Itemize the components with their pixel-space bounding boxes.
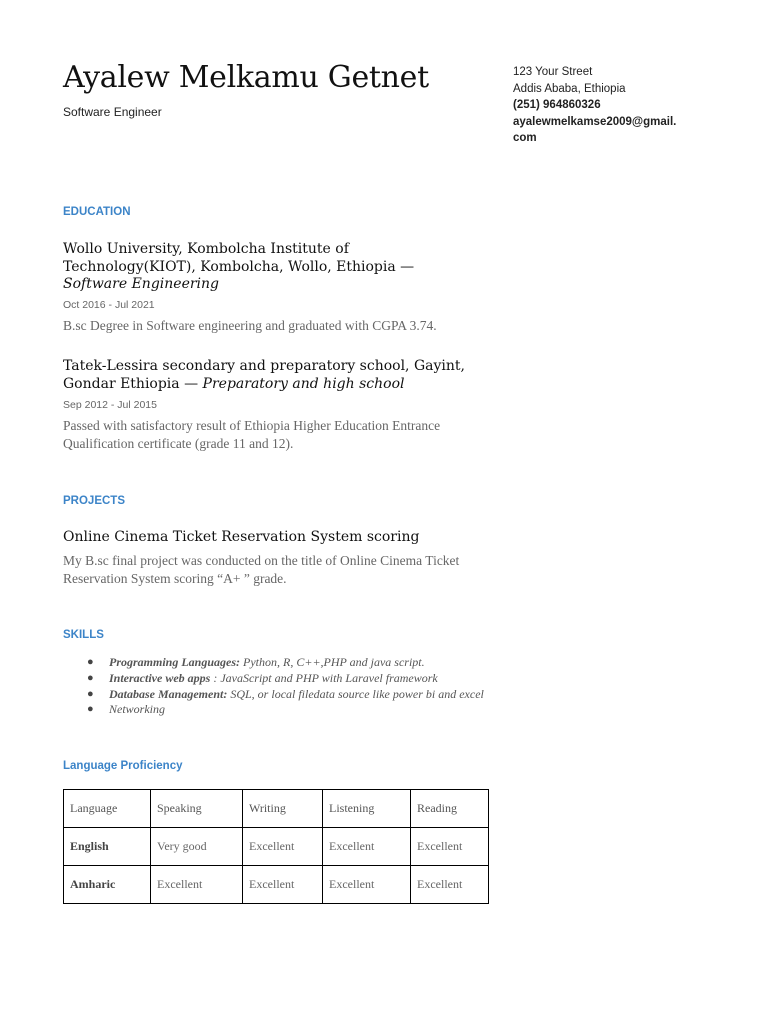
skill-label: Database Management:	[109, 686, 228, 701]
title-separator: —	[395, 258, 415, 275]
table-cell: English	[64, 828, 151, 866]
job-title: Software Engineer	[63, 105, 162, 119]
contact-city: Addis Ababa, Ethiopia	[513, 82, 626, 95]
bullet-icon: ●	[87, 703, 94, 716]
resume-name: Ayalew Melkamu Getnet	[63, 60, 429, 95]
column-header: Reading	[411, 790, 489, 828]
institution-name: Tatek-Lessira secondary and preparatory school,	[63, 358, 410, 374]
project-title: Online Cinema Ticket Reservation System scoring	[63, 529, 420, 545]
education-description: B.sc Degree in Software engineering and graduated with CGPA 3.74.	[63, 318, 437, 333]
table-cell: Excellent	[323, 828, 411, 866]
skill-text: Networking	[109, 702, 165, 717]
skills-heading: SKILLS	[63, 629, 104, 641]
column-header: Listening	[323, 790, 411, 828]
skill-label: Programming Languages:	[109, 655, 241, 669]
education-description: Passed with satisfactory result of Ethiopia Higher Education Entrance Qualification certificate (grade 11 and 12).	[63, 418, 441, 451]
column-header: Writing	[243, 790, 323, 828]
institution-location: Gayint, Gondar Ethiopia	[63, 358, 465, 392]
table-cell: Excellent	[411, 828, 489, 866]
contact-email-line1: ayalewmelkamse2009@gmail.	[513, 115, 677, 128]
skill-text: : JavaScript and PHP with Laravel framework	[210, 670, 438, 685]
education-heading: EDUCATION	[63, 206, 131, 218]
contact-phone: (251) 964860326	[513, 99, 601, 111]
contact-email-line2: com	[513, 132, 537, 144]
education-date: Sep 2012 - Jul 2015	[63, 399, 157, 411]
contact-block	[513, 64, 713, 147]
list-item	[63, 702, 503, 718]
projects-heading: PROJECTS	[63, 495, 125, 507]
table-row	[64, 828, 489, 866]
title-separator: —	[179, 375, 203, 392]
skills-list	[63, 655, 503, 718]
bullet-icon: ●	[87, 687, 94, 700]
bullet-icon: ●	[87, 671, 94, 684]
table-row	[64, 866, 489, 904]
contact-street: 123 Your Street	[513, 66, 593, 78]
degree-name: Preparatory and high school	[202, 375, 405, 392]
table-cell: Excellent	[151, 866, 243, 904]
table-cell: Very good	[151, 828, 243, 866]
skill-label: Interactive web apps	[109, 670, 211, 685]
education-entry-title	[63, 358, 473, 393]
list-item	[63, 671, 503, 687]
skill-text: SQL, or local filedata source like power bi and excel	[227, 686, 484, 701]
language-table	[63, 789, 489, 904]
education-entry-title	[63, 241, 473, 294]
list-item	[63, 687, 503, 703]
language-heading: Language Proficiency	[63, 760, 183, 772]
table-cell: Excellent	[243, 866, 323, 904]
skill-text: Python, R, C++,PHP and java script.	[240, 655, 425, 669]
table-cell: Amharic	[64, 866, 151, 904]
list-item	[63, 655, 503, 671]
table-cell: Excellent	[411, 866, 489, 904]
table-header-row	[64, 790, 489, 828]
contact-email[interactable]	[513, 114, 713, 147]
column-header: Speaking	[151, 790, 243, 828]
project-description: My B.sc final project was conducted on the title of Online Cinema Ticket Reservation System scoring “A+ ” grade.	[63, 553, 460, 586]
table-cell: Excellent	[243, 828, 323, 866]
institution-name: Wollo University, Kombolcha Institute of Technology(KIOT), Kombolcha, Wollo, Ethiopia	[63, 241, 396, 275]
column-header: Language	[64, 790, 151, 828]
table-cell: Excellent	[323, 866, 411, 904]
education-date: Oct 2016 - Jul 2021	[63, 299, 155, 311]
bullet-icon: ●	[87, 656, 94, 668]
degree-name: Software Engineering	[63, 276, 219, 292]
